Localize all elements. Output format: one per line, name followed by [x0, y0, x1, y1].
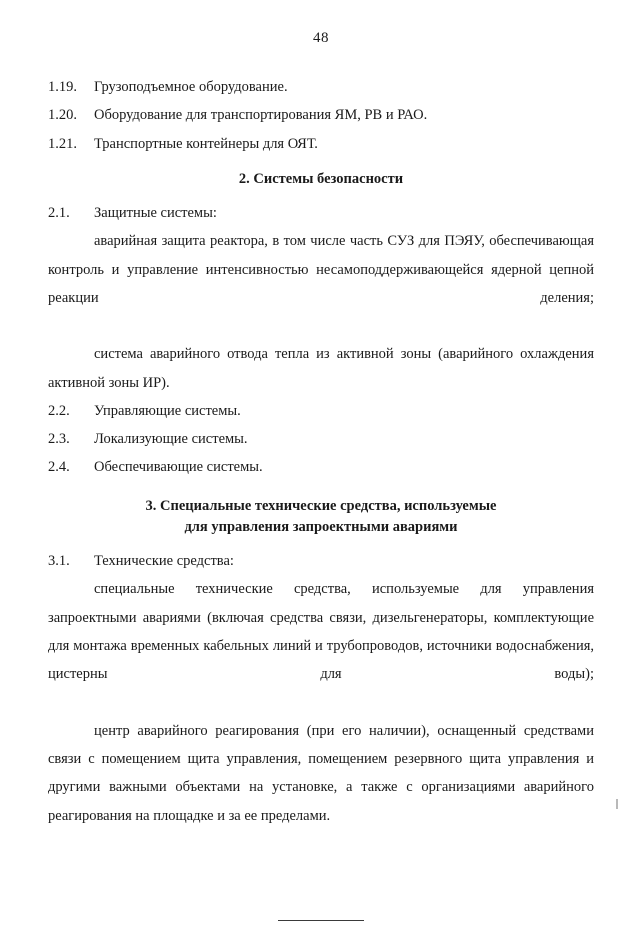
section-heading-3: [48, 496, 594, 540]
list-item-label: Защитные системы:: [94, 204, 217, 221]
paragraph: центр аварийного реагирования (при его наличии), оснащенный средствами связи с помещением щита управления, помещением резервного щита управления и другими важными объектами на установке, а также с организациями аварийного реагирования на площадке и за ее пределами.: [48, 722, 594, 824]
list-item-label: Обеспечивающие системы.: [94, 459, 263, 476]
list-item: [48, 130, 594, 158]
list-item-label: Управляющие системы.: [94, 402, 241, 419]
list-item-number: 3.1.: [48, 553, 70, 570]
divider-line: [278, 920, 364, 921]
document-body: [48, 73, 594, 830]
list-item-number: 1.21.: [48, 135, 77, 152]
scan-edge-mark: [616, 799, 618, 809]
page-number: 48: [313, 30, 329, 46]
list-item-label: Оборудование для транспортирования ЯМ, РВ и РАО.: [94, 107, 428, 124]
list-item: [48, 453, 594, 481]
paragraph: специальные технические средства, используемые для управления запроектными авариями (включая средства связи, дизельгенераторы, комплектующие для монтажа временных кабельных линий и трубопроводов, источники водоснабжения, цистерны для воды);: [48, 581, 594, 683]
list-item-number: 1.20.: [48, 107, 77, 124]
list-item-label: Локализующие системы.: [94, 431, 248, 448]
list-item-number: 2.4.: [48, 459, 70, 476]
list-item-number: 1.19.: [48, 79, 77, 95]
list-item: [48, 73, 594, 101]
list-item: [48, 425, 594, 453]
list-item: [48, 101, 594, 129]
section-heading-3-line1: 3. Специальные технические средства, используемые: [145, 497, 497, 514]
list-item: [48, 199, 594, 227]
list-item-number: 2.1.: [48, 204, 70, 221]
list-item-label: Технические средства:: [94, 553, 234, 570]
list-item: [48, 547, 594, 575]
section-divider: [48, 908, 594, 926]
paragraph: система аварийного отвода тепла из активной зоны (аварийного охлаждения активной зоны ИР).: [48, 346, 594, 391]
list-item-label: Грузоподъемное оборудование.: [94, 79, 288, 95]
list-item: [48, 397, 594, 425]
list-item-number: 2.3.: [48, 431, 70, 448]
section-heading-2: 2. Системы безопасности: [238, 170, 404, 187]
section-heading-3-line2: для управления запроектными авариями: [184, 519, 458, 536]
paragraph: аварийная защита реактора, в том числе часть СУЗ для ПЭЯУ, обеспечивающая контроль и управление интенсивностью несамоподдерживающейся ядерной цепной реакции деления;: [48, 233, 594, 306]
list-item-number: 2.2.: [48, 402, 70, 419]
list-item-label: Транспортные контейнеры для ОЯТ.: [94, 135, 318, 152]
